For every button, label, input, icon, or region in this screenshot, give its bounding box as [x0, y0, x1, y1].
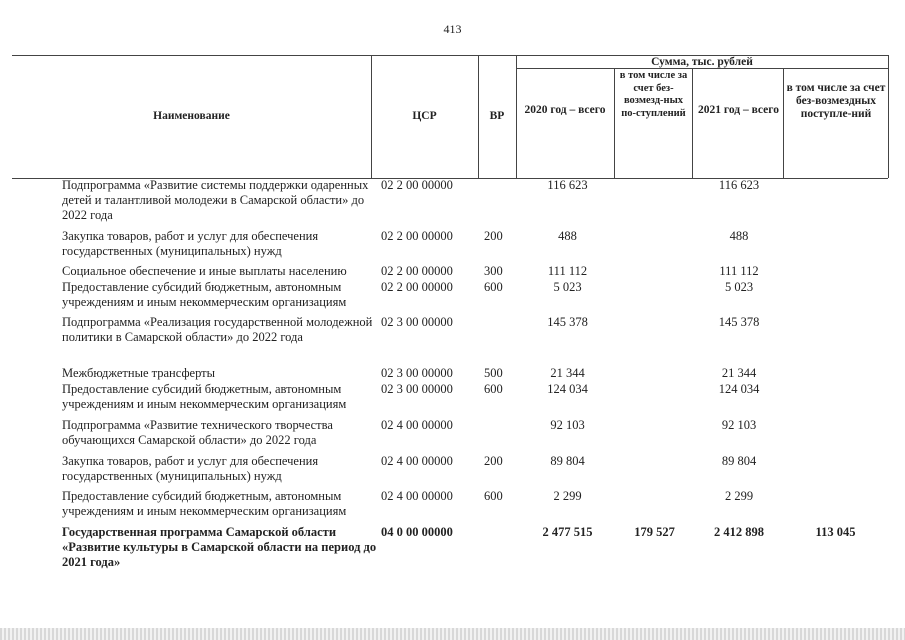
header-2021-total: 2021 год – всего [698, 104, 779, 116]
row-name: Государственная программа Самарской области «Развитие культуры в Самарской области на период до 2021 года» [62, 525, 377, 569]
row-2021-free: 113 045 [815, 525, 856, 539]
row-vr: 600 [484, 382, 503, 396]
row-vr: 200 [484, 229, 503, 243]
row-name: Межбюджетные трансферты [62, 366, 216, 380]
row-2020-total: 5 023 [553, 280, 582, 294]
scan-edge-band [0, 628, 905, 640]
row-2020-total: 92 103 [550, 418, 585, 432]
row-name: Социальное обеспечение и иные выплаты населению [62, 264, 347, 278]
row-2020-free: 179 527 [634, 525, 675, 539]
row-csr: 02 2 00 00000 [381, 264, 453, 278]
row-csr: 02 4 00 00000 [381, 454, 453, 468]
row-vr: 600 [484, 489, 503, 503]
row-csr: 02 4 00 00000 [381, 489, 453, 503]
row-2020-total: 145 378 [547, 315, 588, 329]
row-name: Предоставление субсидий бюджетным, автономным учреждениям и иным некоммерческим организациям [62, 382, 347, 411]
row-2021-total: 111 112 [719, 264, 759, 278]
column-divider [888, 55, 889, 178]
row-name: Предоставление субсидий бюджетным, автономным учреждениям и иным некоммерческим организациям [62, 280, 347, 309]
row-2020-total: 21 344 [550, 366, 585, 380]
header-2021-free: в том числе за счет без-возмездных поступле-ний [786, 82, 886, 120]
row-name: Подпрограмма «Развитие системы поддержки одаренных детей и талантливой молодежи в Самарской области» до 2022 года [62, 178, 369, 222]
row-csr: 02 2 00 00000 [381, 280, 453, 294]
row-name: Закупка товаров, работ и услуг для обеспечения государственных (муниципальных) нужд [62, 229, 319, 258]
row-2021-total: 21 344 [721, 366, 757, 380]
header-sum-group: Сумма, тыс. рублей [651, 56, 753, 68]
row-2020-total: 488 [558, 229, 577, 243]
row-2021-total: 145 378 [718, 315, 760, 329]
row-csr: 02 2 00 00000 [381, 178, 453, 192]
row-csr: 02 3 00 00000 [381, 315, 453, 329]
row-vr: 600 [484, 280, 503, 294]
page-number: 413 [443, 22, 462, 36]
row-2020-total: 111 112 [547, 264, 588, 278]
row-2021-total: 488 [729, 229, 749, 243]
row-2020-total: 116 623 [547, 178, 588, 192]
row-name: Закупка товаров, работ и услуг для обеспечения государственных (муниципальных) нужд [62, 454, 319, 483]
row-csr: 02 2 00 00000 [381, 229, 453, 243]
row-2021-total: 2 299 [724, 489, 754, 503]
row-vr: 200 [484, 454, 503, 468]
header-2020-free: в том числе за счет без-возмезд-ных по-ступлений [619, 70, 688, 119]
row-csr: 02 3 00 00000 [381, 366, 453, 380]
row-vr: 500 [484, 366, 503, 380]
header-csr: ЦСР [412, 110, 437, 122]
row-2021-total: 89 804 [721, 454, 757, 468]
row-2020-total: 89 804 [550, 454, 585, 468]
row-2020-total: 2 299 [553, 489, 582, 503]
row-csr: 04 0 00 00000 [381, 525, 453, 539]
header-name: Наименование [153, 110, 230, 122]
row-2021-total: 92 103 [721, 418, 757, 432]
column-divider [516, 55, 517, 178]
row-csr: 02 3 00 00000 [381, 382, 453, 396]
column-divider [614, 68, 615, 178]
row-2021-total: 2 412 898 [714, 525, 764, 539]
row-vr: 300 [484, 264, 503, 278]
row-2021-total: 124 034 [718, 382, 760, 396]
header-vr: ВР [489, 110, 505, 122]
row-2020-total: 2 477 515 [542, 525, 593, 539]
row-name: Подпрограмма «Развитие технического творчества обучающихся Самарской области» до 2022 года [62, 418, 333, 447]
row-2021-total: 5 023 [724, 280, 754, 294]
row-2021-total: 116 623 [718, 178, 760, 192]
column-divider [692, 68, 693, 178]
row-name: Предоставление субсидий бюджетным, автономным учреждениям и иным некоммерческим организациям [62, 489, 347, 518]
row-2020-total: 124 034 [547, 382, 588, 396]
row-csr: 02 4 00 00000 [381, 418, 453, 432]
header-2020-total: 2020 год – всего [524, 104, 606, 116]
column-divider [783, 68, 784, 178]
row-name: Подпрограмма «Реализация государственной молодежной политики в Самарской области» до 2022 года [62, 315, 373, 344]
